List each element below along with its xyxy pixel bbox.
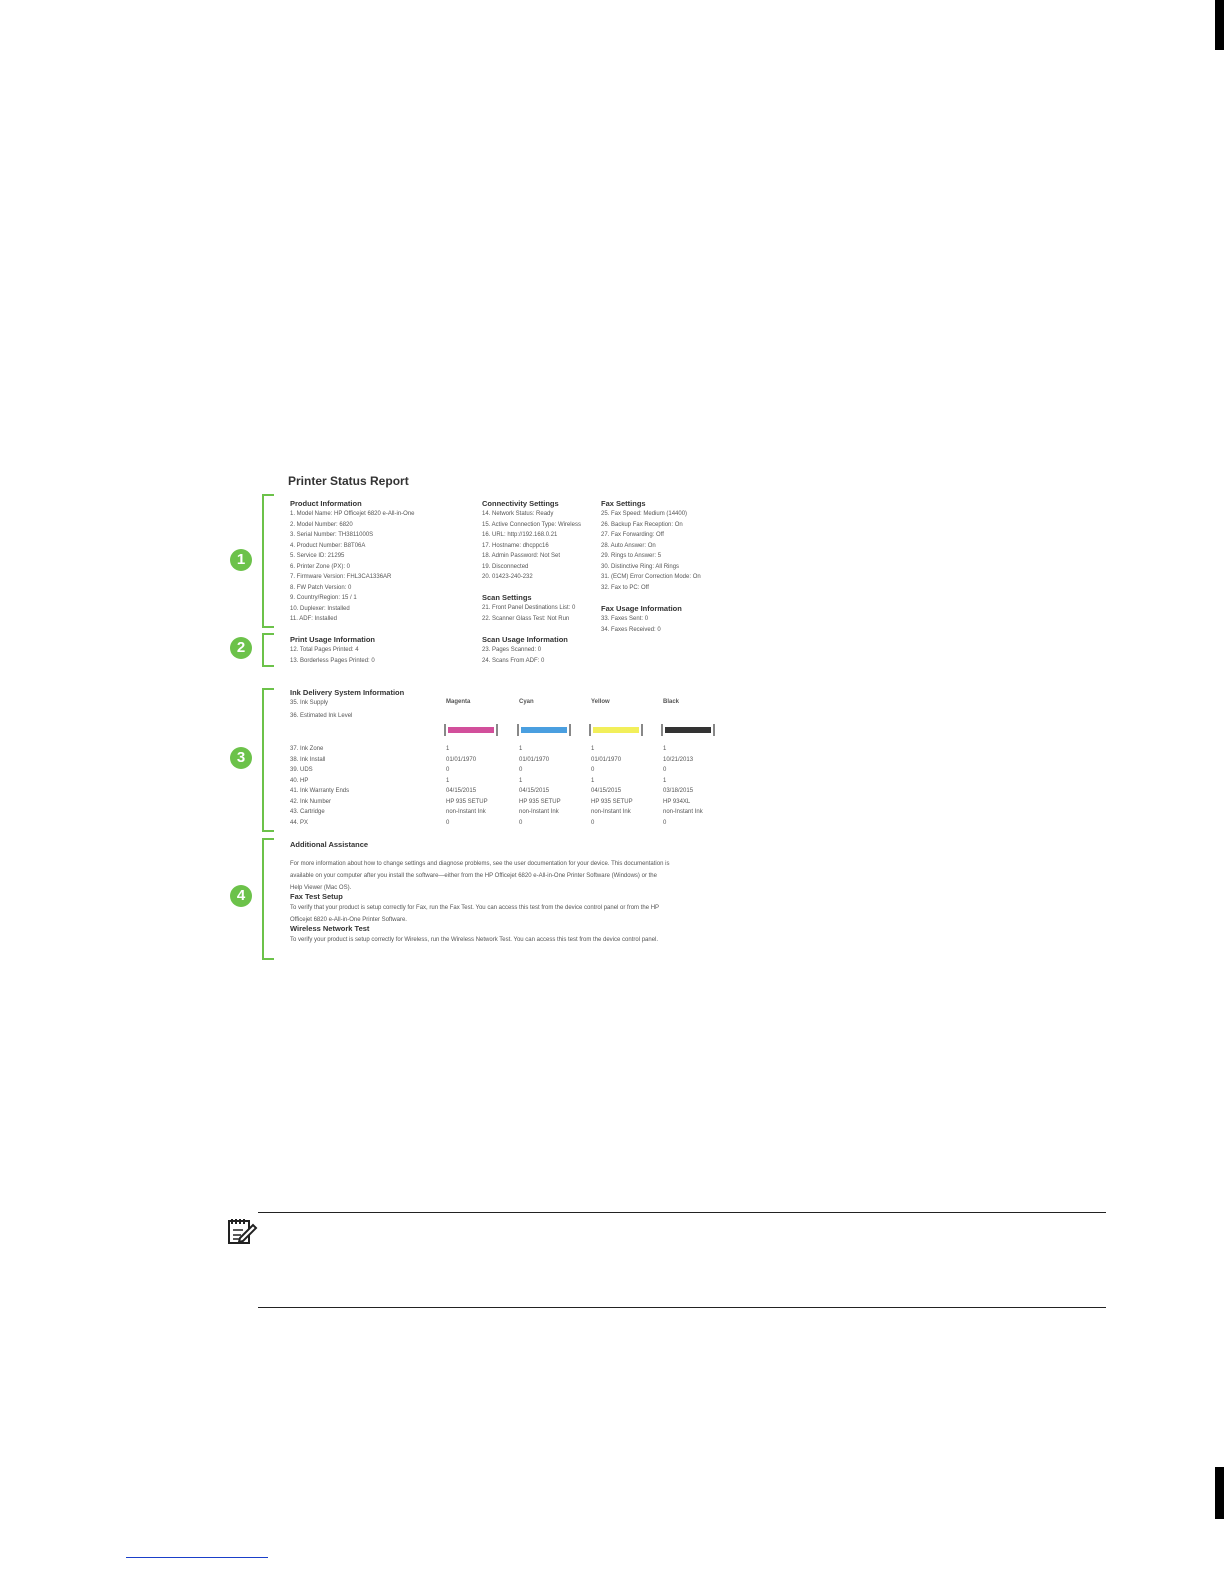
scan-settings-line: 22. Scanner Glass Test: Not Run [482, 615, 570, 622]
fax-test-heading: Fax Test Setup [290, 892, 343, 901]
ink-row-label: 41. Ink Warranty Ends [290, 788, 350, 794]
product-info-line: 5. Service ID: 21295 [290, 553, 345, 559]
scan-settings [482, 592, 575, 624]
ink-level-bar-cyan [517, 724, 571, 736]
connectivity-settings-heading: Connectivity Settings [482, 499, 559, 508]
ink-cell: 10/21/2013 [663, 756, 694, 763]
connectivity-settings [482, 498, 581, 583]
product-information [290, 498, 415, 625]
fax-settings-line: 28. Auto Answer: On [601, 542, 656, 549]
connectivity-line: 19. Disconnected [482, 563, 529, 570]
ink-level-bar-black [661, 724, 715, 736]
product-info-line: 3. Serial Number: TH3811000S [290, 532, 374, 538]
product-info-line: 4. Product Number: B8T06A [290, 542, 366, 549]
print-usage-information [290, 634, 375, 666]
ink-cell: non-Instant Ink [519, 809, 559, 815]
ink-cell: HP 935 SETUP [591, 798, 633, 805]
fax-usage-line: 34. Faxes Received: 0 [601, 626, 661, 633]
additional-assistance-heading: Additional Assistance [290, 840, 369, 849]
ink-cell: 0 [446, 767, 450, 773]
connectivity-line: 18. Admin Password: Not Set [482, 553, 561, 559]
connectivity-line: 15. Active Connection Type: Wireless [482, 521, 581, 528]
ink-cell: 1 [446, 777, 450, 784]
ink-cell: 04/15/2015 [519, 788, 550, 794]
figure-title: Printer Status Report [288, 474, 409, 488]
fax-usage-information [601, 603, 682, 635]
ink-supply-label: 35. Ink Supply [290, 700, 329, 706]
ink-cell: 04/15/2015 [591, 788, 622, 794]
fax-settings-line: 27. Fax Forwarding: Off [601, 532, 664, 538]
ink-level-bar-magenta [444, 724, 498, 736]
ink-row-label: 43. Cartridge [290, 809, 325, 815]
ink-cell: 0 [519, 819, 523, 826]
wireless-test-heading: Wireless Network Test [290, 924, 370, 933]
fax-settings-line: 31. (ECM) Error Correction Mode: On [601, 574, 701, 580]
page-edge-tab [1215, 0, 1224, 50]
fax-settings-line: 25. Fax Speed: Medium (14400) [601, 511, 688, 517]
ink-cell: 1 [663, 746, 667, 752]
product-info-line: 11. ADF: Installed [290, 616, 337, 622]
print-usage-line: 13. Borderless Pages Printed: 0 [290, 657, 375, 664]
section-2-bracket [262, 633, 274, 667]
fax-settings-heading: Fax Settings [601, 499, 646, 508]
ink-cell: 0 [663, 819, 667, 826]
ink-cell: 1 [446, 746, 450, 752]
ink-level-label: 36. Estimated Ink Level [290, 713, 353, 719]
ink-cell: 0 [519, 767, 523, 773]
printer-status-report-figure [236, 470, 740, 970]
ink-cell: 1 [591, 746, 595, 752]
callout-3: 3 [230, 747, 252, 769]
product-info-line: 8. FW Patch Version: 0 [290, 584, 352, 591]
scan-settings-heading: Scan Settings [482, 593, 532, 602]
callout-4: 4 [230, 885, 252, 907]
connectivity-line: 20. 01423-240-232 [482, 574, 533, 580]
ink-delivery-heading-block [290, 687, 404, 709]
callout-1: 1 [230, 549, 252, 571]
callout-2: 2 [230, 637, 252, 659]
fax-usage-heading: Fax Usage Information [601, 604, 682, 613]
ink-cell: 03/18/2015 [663, 788, 694, 794]
ink-row-label: 44. PX [290, 819, 309, 826]
ink-row-label: 39. UDS [290, 767, 313, 773]
ink-cell: HP 935 SETUP [446, 798, 488, 805]
ink-column-magenta: Magenta [446, 699, 471, 705]
section-4-bracket [262, 838, 274, 960]
product-info-line: 10. Duplexer: Installed [290, 605, 350, 612]
scan-settings-line: 21. Front Panel Destinations List: 0 [482, 605, 576, 611]
wireless-test-text: To verify your product is setup correctly for Wireless, run the Wireless Network Test. You can access this test from the device control panel. [290, 937, 659, 943]
ink-cell: 1 [663, 777, 667, 784]
scan-usage-heading: Scan Usage Information [482, 635, 568, 644]
section-3-bracket [262, 688, 274, 832]
scan-usage-line: 24. Scans From ADF: 0 [482, 657, 545, 664]
ink-cell: 01/01/1970 [519, 756, 550, 763]
print-usage-heading: Print Usage Information [290, 635, 376, 644]
ink-row-label: 42. Ink Number [290, 798, 332, 805]
ink-cell: non-Instant Ink [446, 809, 486, 815]
ink-cell: 1 [519, 777, 523, 784]
ink-row-label: 40. HP [290, 777, 309, 784]
fax-settings [601, 498, 701, 593]
ink-cell: 04/15/2015 [446, 788, 477, 794]
ink-cell: 0 [446, 819, 450, 826]
fax-test-text: To verify that your product is setup correctly for Fax, run the Fax Test. You can access this test from the device control panel or from the HP Officejet 6820 e-All-in-One Printer Software. [290, 905, 659, 923]
note-bottom-rule [258, 1307, 1106, 1308]
ink-cell: HP 935 SETUP [519, 798, 561, 805]
product-info-line: 6. Printer Zone (PX): 0 [290, 563, 351, 570]
ink-column-black: Black [663, 699, 680, 705]
fax-settings-line: 30. Distinctive Ring: All Rings [601, 563, 680, 570]
fax-usage-line: 33. Faxes Sent: 0 [601, 616, 649, 622]
ink-row-label: 37. Ink Zone [290, 746, 324, 752]
product-information-heading: Product Information [290, 499, 362, 508]
footer-link-underline[interactable] [126, 1557, 268, 1558]
ink-cell: HP 934XL [663, 798, 691, 805]
ink-cell: 0 [591, 767, 595, 773]
print-usage-line: 12. Total Pages Printed: 4 [290, 647, 359, 653]
scan-usage-line: 23. Pages Scanned: 0 [482, 647, 542, 653]
fax-settings-line: 32. Fax to PC: Off [601, 584, 649, 591]
ink-cell: 1 [519, 746, 523, 752]
connectivity-line: 16. URL: http://192.168.0.21 [482, 532, 558, 538]
connectivity-line: 14. Network Status: Ready [482, 511, 554, 517]
note-icon [226, 1216, 258, 1246]
ink-column-yellow: Yellow [591, 699, 610, 705]
ink-level-bar-yellow [589, 724, 643, 736]
ink-column-cyan: Cyan [519, 699, 534, 705]
fax-settings-line: 26. Backup Fax Reception: On [601, 521, 683, 528]
ink-row-label: 38. Ink Install [290, 756, 326, 763]
note-top-rule [258, 1212, 1106, 1213]
product-info-line: 2. Model Number: 6820 [290, 521, 353, 528]
ink-cell: 01/01/1970 [446, 756, 477, 763]
ink-cell: 0 [663, 767, 667, 773]
ink-cell: non-Instant Ink [591, 809, 631, 815]
product-info-line: 1. Model Name: HP Officejet 6820 e-All-in-One [290, 511, 415, 517]
page-edge-tab-bottom [1215, 1467, 1224, 1519]
product-info-line: 9. Country/Region: 15 / 1 [290, 595, 357, 601]
product-info-line: 7. Firmware Version: FHL3CA1336AR [290, 574, 392, 580]
section-1-bracket [262, 494, 274, 628]
ink-cell: non-Instant Ink [663, 809, 703, 815]
fax-settings-line: 29. Rings to Answer: 5 [601, 553, 662, 559]
ink-cell: 0 [591, 819, 595, 826]
scan-usage-information [482, 634, 568, 666]
ink-delivery-heading: Ink Delivery System Information [290, 688, 405, 697]
additional-assistance-text: For more information about how to change settings and diagnose problems, see the user documentation for your device. This documentation is available on your computer after you install the software—either from the HP Officejet 6820 e-All-in-One Printer Software (Windows) or the Help Viewer (Mac OS). [290, 861, 670, 891]
ink-cell: 01/01/1970 [591, 756, 622, 763]
connectivity-line: 17. Hostname: dhcppc16 [482, 542, 549, 549]
ink-cell: 1 [591, 777, 595, 784]
